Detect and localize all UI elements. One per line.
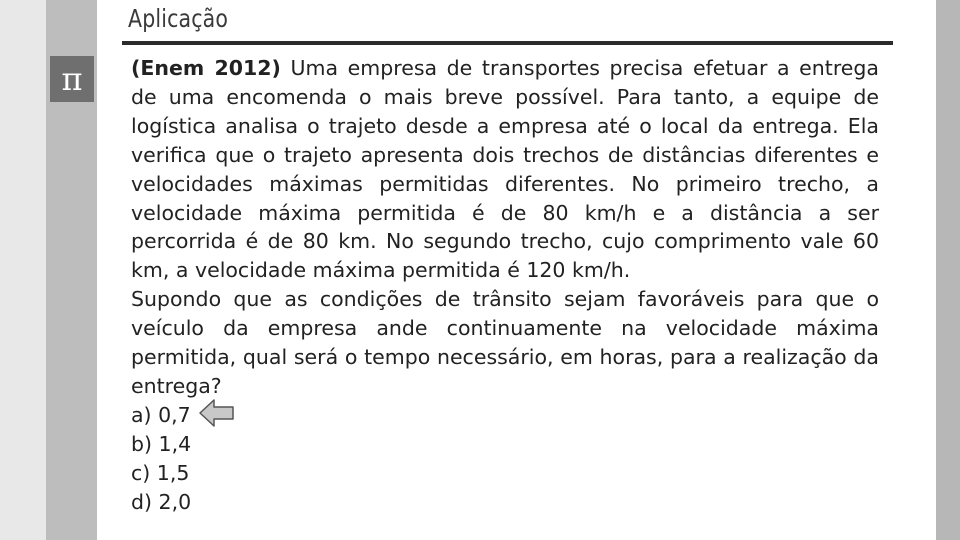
- option-c[interactable]: c) 1,5: [131, 460, 190, 485]
- option-b[interactable]: b) 1,4: [131, 431, 192, 456]
- question-content: [131, 54, 879, 517]
- title-divider: [122, 41, 893, 45]
- option-d[interactable]: d) 2,0: [131, 489, 192, 514]
- question-statement: [131, 54, 879, 285]
- pi-icon: π: [50, 56, 94, 102]
- answer-options: [131, 401, 879, 517]
- slide-title: Aplicação: [128, 4, 229, 33]
- option-a[interactable]: a) 0,7: [131, 402, 191, 427]
- left-edge-panel: [0, 0, 46, 540]
- right-edge-panel: [936, 0, 960, 540]
- question-source: (Enem 2012): [131, 56, 281, 80]
- question-prompt: Supondo que as condições de trânsito sejam favoráveis para que o veículo da empresa ande continuamente na velocidade máxima permitida, qual será o tempo necessário, em horas, para a realização da entrega?: [131, 287, 879, 398]
- question-text: Uma empresa de transportes precisa efetuar a entrega de uma encomenda o mais breve possível. Para tanto, a equipe de logística analisa o trajeto desde a empresa até o local da entrega. Ela verifica que o trajeto apresenta dois trechos de distâncias diferentes e velocidades máximas permitidas diferentes. No primeiro trecho, a velocidade máxima permitida é de 80 km/h e a distância a ser percorrida é de 80 km. No segundo trecho, cujo comprimento vale 60 km, a velocidade máxima permitida é 120 km/h.: [131, 56, 879, 283]
- back-arrow-icon[interactable]: [198, 397, 236, 429]
